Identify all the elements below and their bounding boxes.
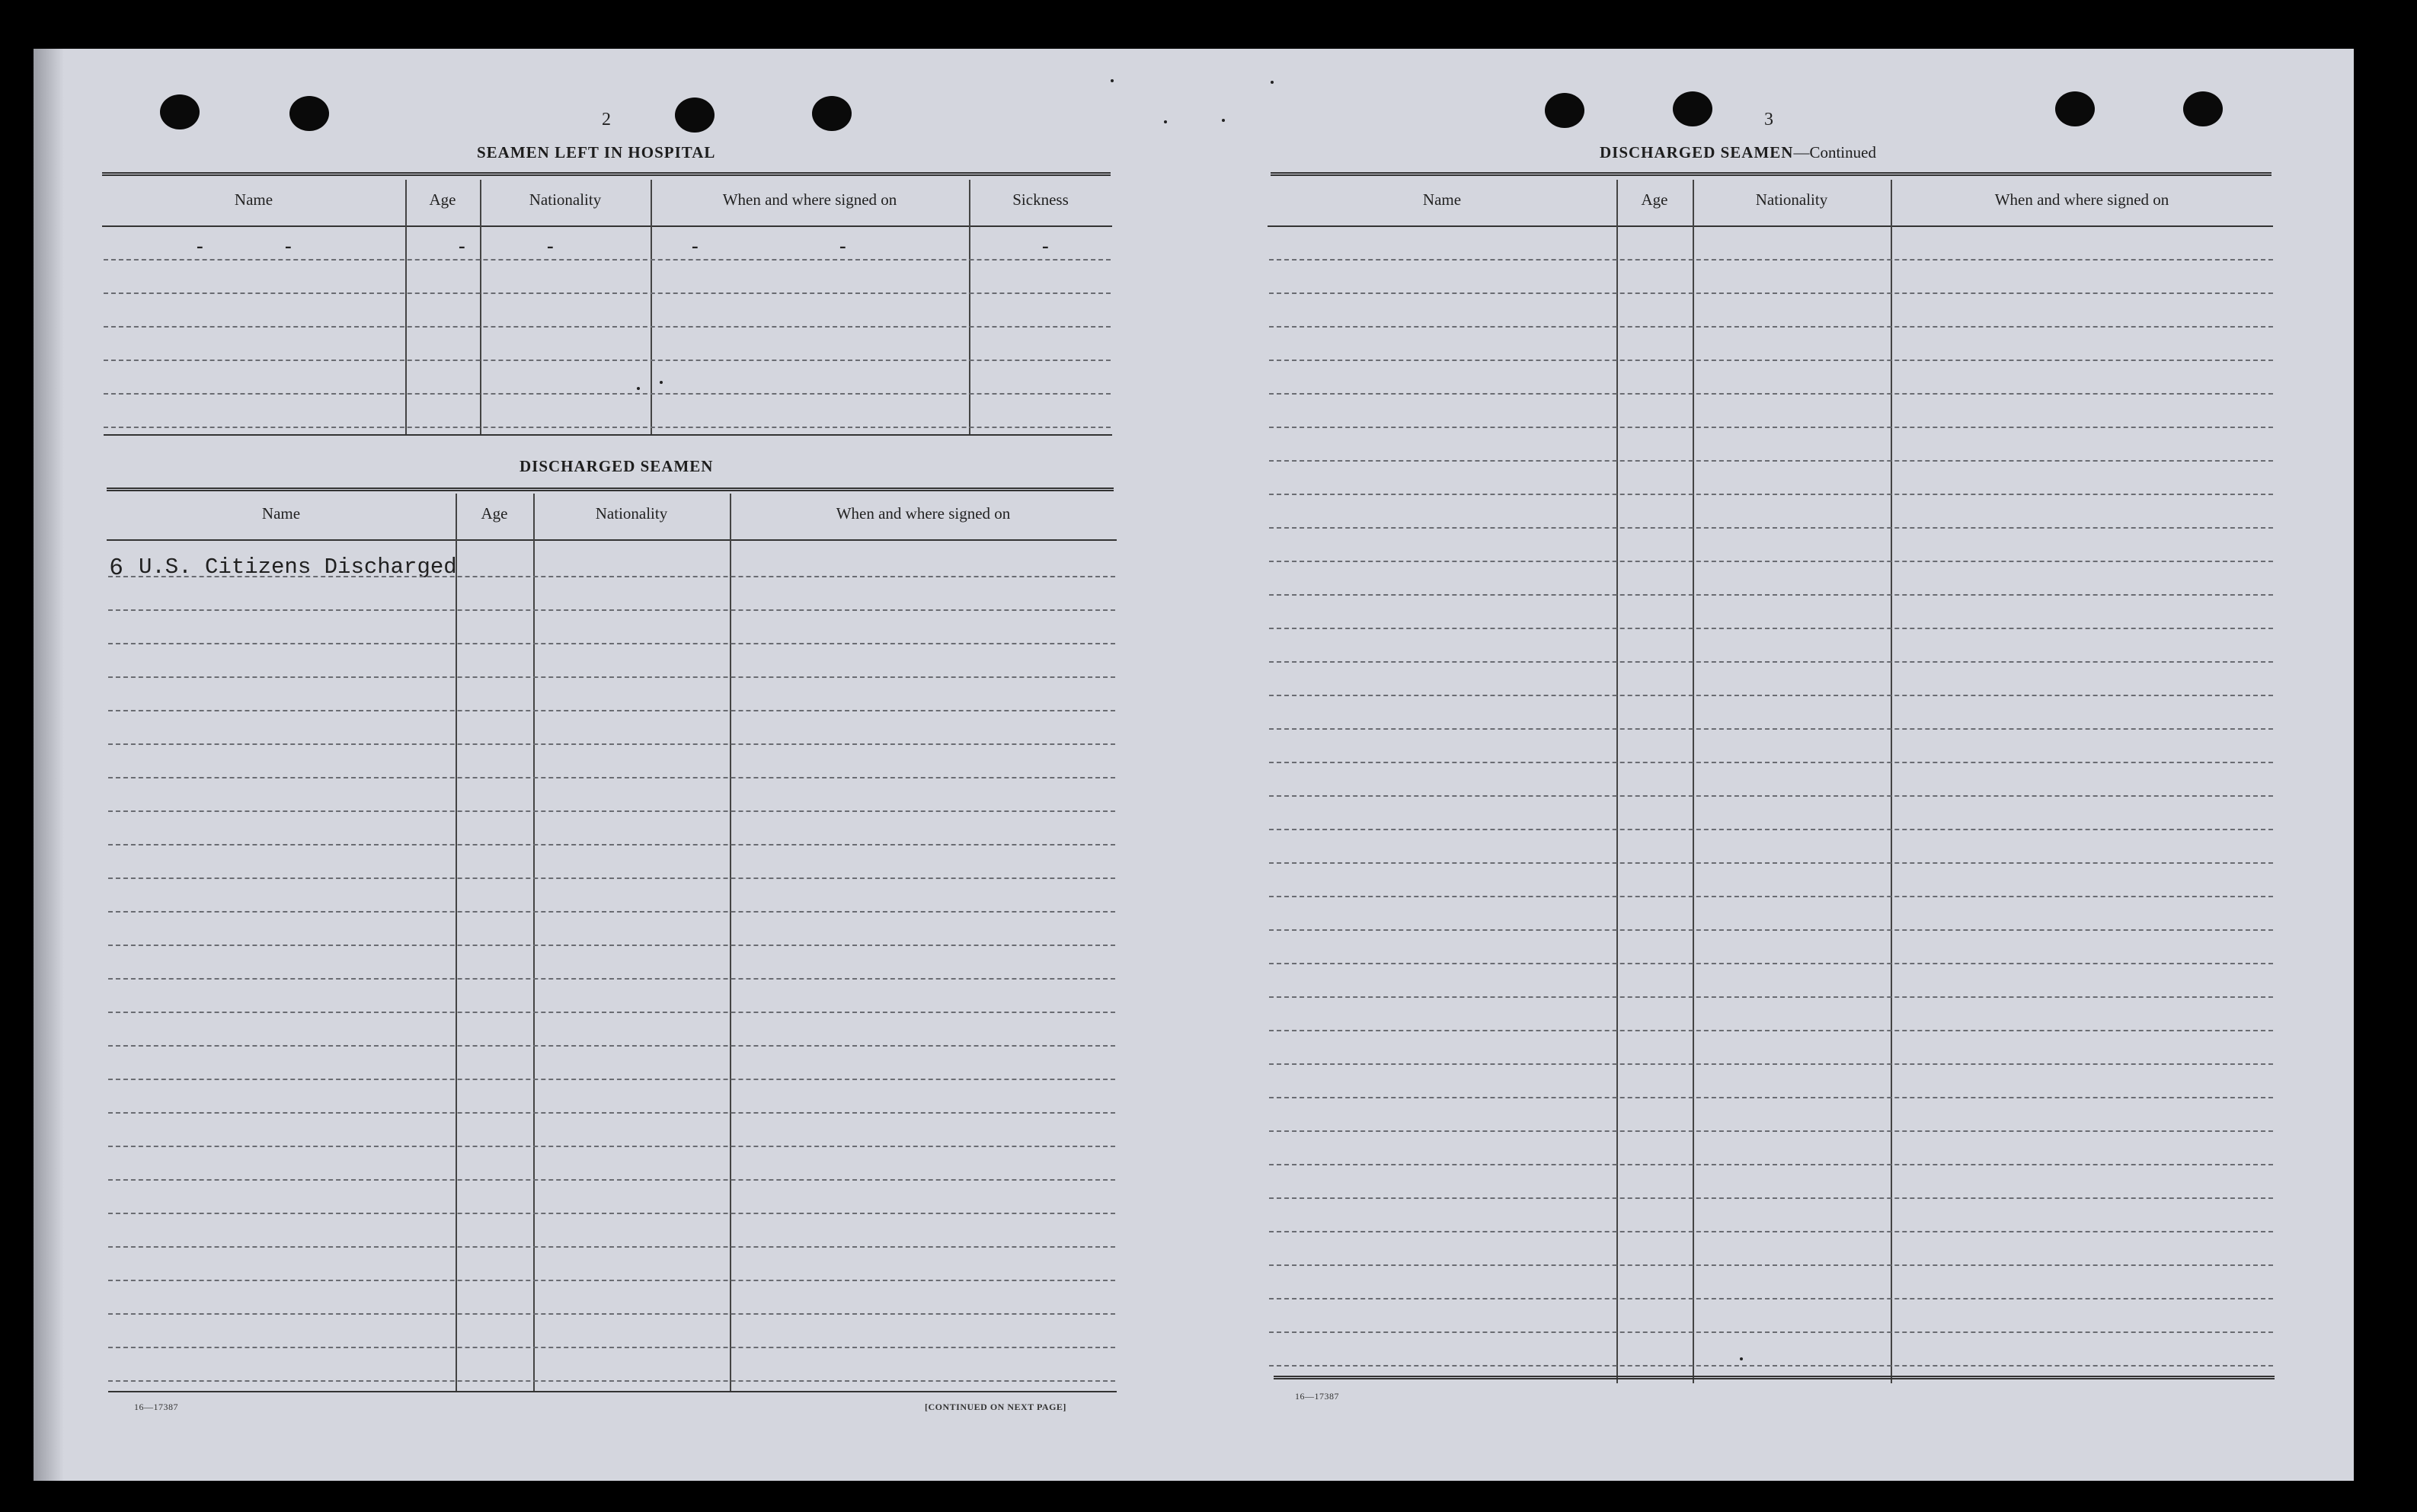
hospital-dash-mark: - <box>285 235 292 257</box>
discharged-entry-text: U.S. Citizens Discharged <box>139 555 457 580</box>
ruled-line <box>1269 527 2273 529</box>
hospital-col-divider <box>480 180 481 434</box>
hospital-dash-mark: - <box>197 235 203 257</box>
punch-hole <box>1673 91 1712 126</box>
ruled-line <box>108 777 1115 778</box>
discharged-header-rule <box>107 539 1117 541</box>
discharged-header-name: Name <box>261 504 301 523</box>
ruled-line <box>108 810 1115 812</box>
ruled-line <box>1269 795 2273 797</box>
ruled-line <box>1269 862 2273 864</box>
ruled-line <box>1269 259 2273 261</box>
punch-hole <box>2055 91 2095 126</box>
hospital-header-sickness: Sickness <box>1012 190 1069 209</box>
ruled-line <box>1269 1298 2273 1299</box>
ruled-line <box>108 1179 1115 1181</box>
scan-speck <box>1740 1357 1743 1360</box>
ruled-line <box>108 1246 1115 1248</box>
hospital-dash-mark: - <box>1042 235 1049 257</box>
sheet-edge-shadow <box>34 49 64 1481</box>
ruled-line <box>108 743 1115 745</box>
ruled-line <box>108 1079 1115 1080</box>
ruled-line <box>1269 1097 2273 1098</box>
discharged-col-divider <box>456 494 457 1391</box>
ruled-line <box>108 1280 1115 1281</box>
ruled-line <box>1269 1164 2273 1165</box>
discharged-entry-count: 6 <box>110 553 123 580</box>
document-sheet <box>34 49 2354 1481</box>
scan-speck <box>1111 79 1114 82</box>
scan-speck <box>1164 120 1167 123</box>
ruled-line <box>1269 1331 2273 1333</box>
ruled-line <box>104 393 1111 395</box>
discharged-header-nationality: Nationality <box>595 504 668 523</box>
ruled-line <box>108 1313 1115 1315</box>
hospital-header-rule <box>102 225 1112 227</box>
hospital-bottom-rule <box>104 434 1112 436</box>
ruled-line <box>1269 393 2273 395</box>
ruled-line <box>1269 1197 2273 1199</box>
ruled-line <box>108 1045 1115 1047</box>
punch-hole <box>160 94 200 129</box>
ruled-line <box>1269 628 2273 629</box>
ruled-line <box>1269 460 2273 462</box>
ruled-line <box>108 576 1115 577</box>
discharged-header-signed-on: When and where signed on <box>836 504 1011 523</box>
hospital-header-nationality: Nationality <box>529 190 602 209</box>
discharged-top-rule <box>107 487 1114 491</box>
ruled-line <box>104 259 1111 261</box>
discharged-header-age: Age <box>481 504 508 523</box>
ruled-line <box>1269 996 2273 998</box>
page-number-right: 3 <box>1764 110 1773 129</box>
ruled-line <box>1269 360 2273 361</box>
discharged-section-title: DISCHARGED SEAMEN <box>520 457 714 475</box>
ruled-line <box>1269 728 2273 730</box>
ruled-line <box>108 1012 1115 1013</box>
ruled-line <box>108 1112 1115 1114</box>
ruled-line <box>108 609 1115 611</box>
discharged-col-divider <box>730 494 731 1391</box>
continued-section-title <box>1600 143 1876 162</box>
continued-top-rule <box>1271 172 2272 176</box>
ruled-line <box>1269 1264 2273 1266</box>
ruled-line <box>108 676 1115 678</box>
ruled-line <box>108 1347 1115 1348</box>
page-number-left: 2 <box>602 110 611 129</box>
hospital-dash-mark: - <box>839 235 846 257</box>
ruled-line <box>1269 561 2273 562</box>
punch-hole <box>1545 93 1584 128</box>
ruled-line <box>108 710 1115 711</box>
hospital-header-age: Age <box>429 190 456 209</box>
continued-header-name: Name <box>1422 190 1462 209</box>
ruled-line <box>108 1213 1115 1214</box>
ruled-line <box>108 877 1115 879</box>
scan-speck <box>660 381 663 384</box>
continued-header-rule <box>1268 225 2273 227</box>
ruled-line <box>108 945 1115 946</box>
hospital-col-divider <box>651 180 652 434</box>
ruled-line <box>108 1380 1115 1382</box>
continued-header-nationality: Nationality <box>1755 190 1828 209</box>
punch-hole <box>289 96 329 131</box>
ruled-line <box>104 326 1111 328</box>
ruled-line <box>1269 762 2273 763</box>
ruled-line <box>1269 1365 2273 1367</box>
ruled-line <box>1269 1130 2273 1132</box>
ruled-line <box>104 292 1111 294</box>
ruled-line <box>1269 292 2273 294</box>
ruled-line <box>1269 1063 2273 1065</box>
ruled-line <box>1269 1030 2273 1031</box>
hospital-header-signed-on: When and where signed on <box>722 190 897 209</box>
scan-speck <box>1271 81 1274 84</box>
ruled-line <box>1269 594 2273 596</box>
ruled-line <box>104 427 1111 428</box>
ruled-line <box>1269 326 2273 328</box>
hospital-top-rule <box>102 172 1111 176</box>
punch-hole <box>675 97 715 133</box>
ruled-line <box>104 360 1111 361</box>
ruled-line <box>1269 427 2273 428</box>
continued-title-main: DISCHARGED SEAMEN <box>1600 143 1794 161</box>
scan-speck <box>1222 119 1225 122</box>
hospital-dash-mark: - <box>692 235 699 257</box>
ruled-line <box>1269 829 2273 830</box>
hospital-col-divider <box>405 180 407 434</box>
ruled-line <box>108 643 1115 644</box>
ruled-line <box>1269 1231 2273 1232</box>
hospital-dash-mark: - <box>459 235 465 257</box>
ruled-line <box>1269 896 2273 897</box>
hospital-section-title: SEAMEN LEFT IN HOSPITAL <box>477 143 716 161</box>
ruled-line <box>108 978 1115 980</box>
scan-speck <box>637 387 640 390</box>
ruled-line <box>108 844 1115 846</box>
ruled-line <box>1269 661 2273 663</box>
hospital-col-divider <box>969 180 970 434</box>
hospital-header-name: Name <box>234 190 273 209</box>
continued-header-age: Age <box>1641 190 1668 209</box>
punch-hole <box>2183 91 2223 126</box>
discharged-bottom-rule <box>108 1391 1117 1392</box>
ruled-line <box>108 1146 1115 1147</box>
hospital-dash-mark: - <box>547 235 554 257</box>
ruled-line <box>1269 963 2273 964</box>
continued-title-suffix: —Continued <box>1793 143 1876 161</box>
continued-header-signed-on: When and where signed on <box>1994 190 2169 209</box>
continued-note: [CONTINUED ON NEXT PAGE] <box>925 1402 1066 1412</box>
ruled-line <box>1269 929 2273 931</box>
continued-bottom-rule <box>1274 1376 2275 1379</box>
ruled-line <box>1269 695 2273 696</box>
form-number-right: 16—17387 <box>1295 1391 1339 1402</box>
ruled-line <box>1269 494 2273 495</box>
punch-hole <box>812 96 852 131</box>
ruled-line <box>108 911 1115 913</box>
discharged-col-divider <box>533 494 535 1391</box>
form-number-left: 16—17387 <box>134 1402 178 1412</box>
